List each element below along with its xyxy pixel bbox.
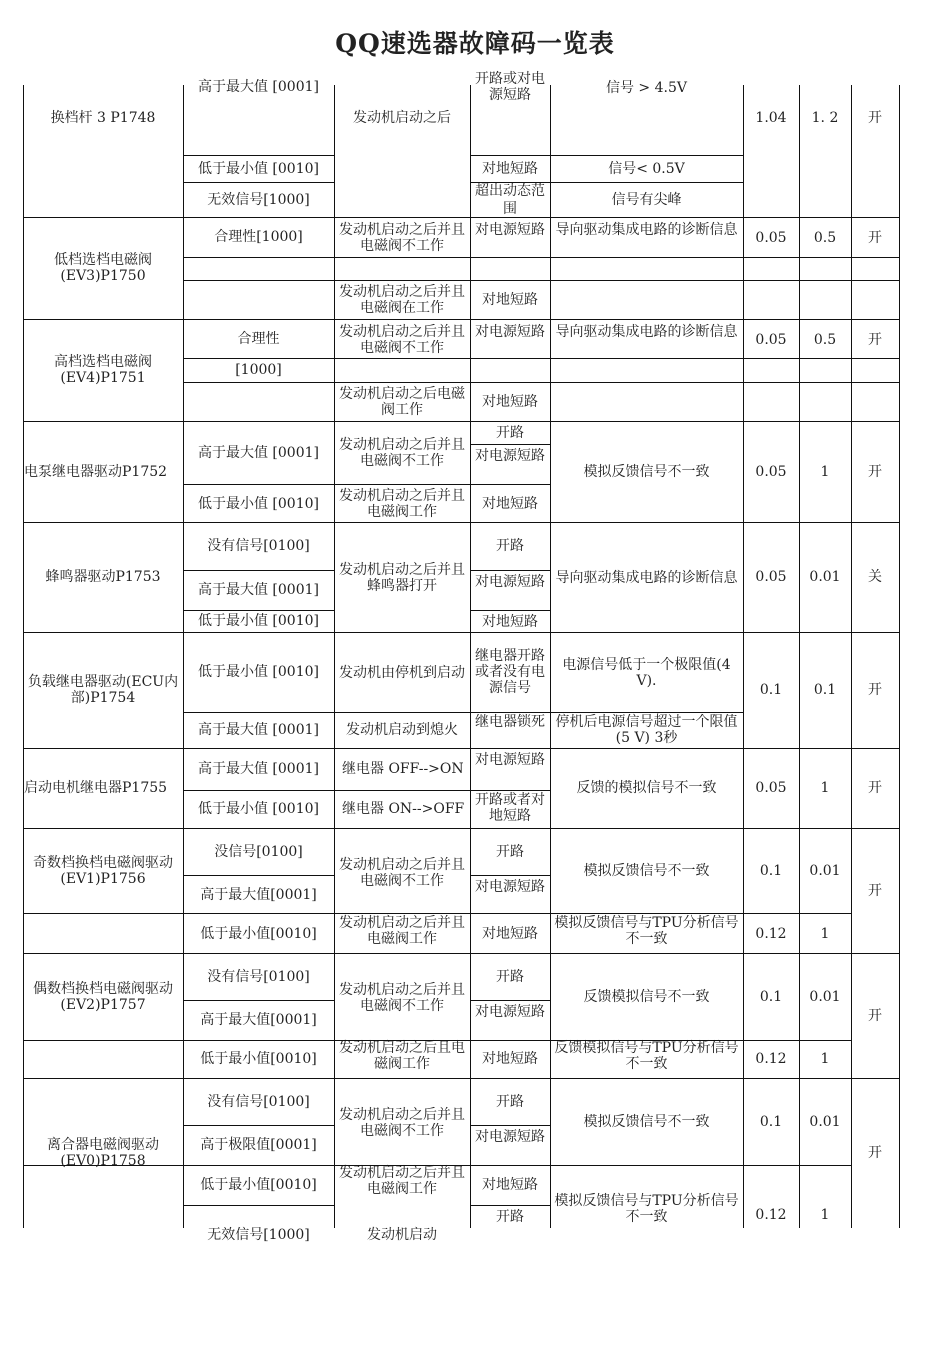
grid-line xyxy=(799,421,800,522)
state-cell: 开 xyxy=(868,463,882,480)
grid-line xyxy=(470,1000,550,1001)
grid-line xyxy=(183,790,550,791)
grid-line xyxy=(183,610,334,611)
grid-line xyxy=(799,319,800,421)
grid-line xyxy=(23,421,899,422)
grid-line xyxy=(23,85,24,1228)
condition-cell: 高于最大值 [0001] xyxy=(197,722,319,738)
condition-cell: 合理性[1000] xyxy=(214,229,303,245)
grid-line xyxy=(183,712,743,713)
condition-cell: 低于最小值 [0010] xyxy=(197,495,319,512)
grid-line xyxy=(743,1078,744,1228)
grid-line xyxy=(183,1078,184,1228)
condition-cell: 低于最小值[0010] xyxy=(200,1177,317,1193)
detection-cell: 信号< 0.5V xyxy=(608,160,685,177)
trigger-cell: 继电器 OFF-->ON xyxy=(342,761,464,777)
fault-type-cell: 开路 xyxy=(496,968,524,985)
grid-line xyxy=(183,319,184,421)
time-cell: 0.1 xyxy=(759,682,783,698)
state-cell: 开 xyxy=(868,230,882,246)
time-cell: 0.05 xyxy=(755,569,787,585)
grid-line xyxy=(799,85,800,217)
trigger-cell: 发动机启动之后并且电磁阀不工作 xyxy=(339,981,465,1014)
time-cell: 1.04 xyxy=(755,109,787,126)
block-name: 负载继电器驱动(ECU内部)P1754 xyxy=(27,674,179,706)
block-name: 高档选档电磁阀(EV4)P1751 xyxy=(54,354,152,386)
state-cell: 开 xyxy=(868,682,882,698)
grid-line xyxy=(334,632,335,748)
detection-cell: 信号 > 4.5V xyxy=(605,79,687,96)
grid-line xyxy=(334,217,335,319)
trigger-cell: 发动机启动之后并且电磁阀工作 xyxy=(339,915,465,947)
grid-line xyxy=(183,257,899,258)
block-name: 低档选档电磁阀(EV3)P1750 xyxy=(54,252,152,284)
trigger-cell: 发动机启动之后 xyxy=(353,109,451,126)
grid-line xyxy=(799,632,800,748)
grid-line xyxy=(743,85,744,217)
grid-line xyxy=(334,522,335,632)
state-cell: 开 xyxy=(868,332,882,348)
grid-line xyxy=(470,570,550,571)
time-cell: 0.01 xyxy=(809,569,841,585)
grid-line xyxy=(183,155,334,156)
condition-cell: 高于极限值[0001] xyxy=(200,1137,317,1153)
grid-line xyxy=(183,217,184,319)
grid-line xyxy=(851,85,852,217)
fault-type-cell: 对地短路 xyxy=(482,1051,538,1067)
grid-line xyxy=(470,875,550,876)
detection-cell: 导向驱动集成电路的诊断信息 xyxy=(555,324,738,340)
detection-cell: 反馈的模拟信号不一致 xyxy=(576,780,717,796)
grid-line xyxy=(851,217,852,319)
condition-cell: 高于最大值[0001] xyxy=(200,887,317,903)
block-name: 启动电机继电器P1755 xyxy=(24,780,168,796)
time-cell: 0.01 xyxy=(809,862,841,879)
grid-line xyxy=(23,1040,851,1041)
condition-cell: 高于最大值[0001] xyxy=(200,1012,317,1028)
trigger-cell: 发动机启动之后并且电磁阀工作 xyxy=(339,488,465,520)
grid-line xyxy=(470,1078,471,1228)
condition-cell: 无效信号[1000] xyxy=(207,191,310,208)
grid-line xyxy=(183,748,184,828)
time-cell: 0.05 xyxy=(755,463,787,480)
time-cell: 1 xyxy=(820,1051,830,1067)
grid-line xyxy=(743,421,744,522)
trigger-cell: 发动机由停机到启动 xyxy=(339,665,465,681)
state-cell: 开 xyxy=(868,882,882,899)
grid-line xyxy=(23,748,899,749)
grid-line xyxy=(334,421,335,522)
condition-cell: [1000] xyxy=(235,362,282,378)
fault-type-cell: 开路或对电源短路 xyxy=(475,71,545,103)
grid-line xyxy=(183,828,184,953)
grid-line xyxy=(334,748,335,828)
grid-line xyxy=(799,522,800,632)
fault-type-cell: 超出动态范围 xyxy=(475,183,545,217)
grid-line xyxy=(183,632,184,748)
grid-line xyxy=(470,444,550,445)
grid-line xyxy=(799,217,800,319)
grid-line xyxy=(23,632,899,633)
grid-line xyxy=(183,1000,334,1001)
fault-type-cell: 对地短路 xyxy=(482,160,538,177)
trigger-cell: 发动机启动 xyxy=(367,1227,437,1243)
time-cell: 0.05 xyxy=(755,230,787,246)
grid-line xyxy=(23,1078,899,1079)
time-cell: 0.1 xyxy=(813,682,837,698)
block-name: 电泵继电器驱动P1752 xyxy=(24,463,168,480)
grid-line xyxy=(23,953,899,954)
grid-line xyxy=(334,85,335,217)
grid-line xyxy=(550,953,551,1078)
condition-cell: 高于最大值 [0001] xyxy=(197,582,319,598)
grid-line xyxy=(470,828,471,953)
grid-line xyxy=(183,570,334,571)
time-cell: 0.1 xyxy=(759,988,783,1005)
grid-line xyxy=(23,913,851,914)
time-cell: 0.1 xyxy=(759,862,783,879)
grid-line xyxy=(550,632,551,748)
condition-cell: 没有信号[0100] xyxy=(207,538,310,554)
time-cell: 0.5 xyxy=(813,230,837,246)
detection-cell: 反馈模拟信号不一致 xyxy=(583,988,710,1005)
grid-line xyxy=(334,953,335,1078)
time-cell: 1. 2 xyxy=(811,109,839,126)
detection-cell: 信号有尖峰 xyxy=(611,191,682,208)
grid-line xyxy=(470,217,471,319)
grid-line xyxy=(550,828,551,953)
grid-line xyxy=(23,319,899,320)
grid-line xyxy=(23,828,899,829)
time-cell: 1 xyxy=(820,463,830,480)
grid-line xyxy=(23,217,899,218)
condition-cell: 低于最小值[0010] xyxy=(200,1051,317,1067)
grid-line xyxy=(23,522,899,523)
grid-line xyxy=(851,522,852,632)
fault-type-cell: 对地短路 xyxy=(482,496,538,512)
grid-line xyxy=(183,953,184,1078)
grid-line xyxy=(183,875,334,876)
condition-cell: 合理性 xyxy=(237,330,280,347)
fault-type-cell: 对电源短路 xyxy=(475,1004,545,1020)
time-cell: 0.12 xyxy=(755,1051,787,1067)
time-cell: 0.12 xyxy=(755,1207,787,1223)
grid-line xyxy=(334,1078,335,1228)
grid-line xyxy=(851,319,852,421)
grid-line xyxy=(550,85,551,217)
grid-line xyxy=(743,319,744,421)
grid-line xyxy=(470,421,471,522)
state-cell: 开 xyxy=(868,1145,882,1161)
detection-cell: 停机后电源信号超过一个限值(5 V) 3秒 xyxy=(555,714,738,746)
grid-line xyxy=(470,319,471,421)
grid-line xyxy=(334,828,335,953)
fault-type-cell: 开路 xyxy=(496,425,524,441)
block-name: 换档杆 3 P1748 xyxy=(50,109,156,126)
condition-cell: 高于最大值 [0001] xyxy=(197,79,319,95)
grid-line xyxy=(851,1078,852,1228)
trigger-cell: 发动机启动之后并且电磁阀在工作 xyxy=(339,284,465,316)
detection-cell: 模拟反馈信号与TPU分析信号不一致 xyxy=(554,1193,739,1225)
fault-type-cell: 继电器锁死 xyxy=(475,714,545,730)
block-name: 离合器电磁阀驱动(EV0)P1758 xyxy=(47,1137,159,1169)
trigger-cell: 发动机启动到熄火 xyxy=(346,722,458,738)
grid-line xyxy=(183,382,899,383)
grid-line xyxy=(550,522,551,632)
grid-line xyxy=(851,421,852,522)
time-cell: 0.5 xyxy=(813,332,837,348)
detection-cell: 导向驱动集成电路的诊断信息 xyxy=(555,222,738,238)
fault-type-cell: 对地短路 xyxy=(482,613,538,630)
fault-type-cell: 对电源短路 xyxy=(475,222,545,238)
grid-line xyxy=(799,748,800,828)
grid-line xyxy=(550,217,551,319)
time-cell: 1 xyxy=(820,780,830,796)
grid-line xyxy=(550,1078,551,1228)
trigger-cell: 发动机启动之后并且电磁阀不工作 xyxy=(339,324,465,356)
condition-cell: 没信号[0100] xyxy=(214,843,303,860)
grid-line xyxy=(799,1078,800,1228)
trigger-cell: 发动机启动之后并且电磁阀工作 xyxy=(339,1165,465,1197)
fault-type-cell: 对电源短路 xyxy=(475,448,545,464)
time-cell: 1 xyxy=(820,926,830,942)
grid-line xyxy=(470,522,471,632)
grid-line xyxy=(470,182,743,183)
trigger-cell: 发动机启动之后且电磁阀工作 xyxy=(339,1040,465,1072)
condition-cell: 高于最大值 [0001] xyxy=(197,444,319,461)
condition-cell: 低于最小值 [0010] xyxy=(197,664,319,680)
trigger-cell: 发动机启动之后电磁阀工作 xyxy=(339,386,465,418)
page-title: QQ速选器故障码一览表 xyxy=(335,29,615,58)
time-cell: 0.01 xyxy=(809,988,841,1005)
fault-type-cell: 对地短路 xyxy=(482,926,538,942)
grid-line xyxy=(183,421,184,522)
fault-type-cell: 开路或者对地短路 xyxy=(475,792,545,824)
condition-cell: 低于最小值 [0010] xyxy=(197,801,319,817)
grid-line xyxy=(183,182,334,183)
grid-line xyxy=(743,828,744,953)
grid-line xyxy=(183,1125,334,1126)
grid-line xyxy=(743,953,744,1078)
grid-line xyxy=(743,217,744,319)
state-cell: 关 xyxy=(868,569,882,585)
condition-cell: 低于最小值[0010] xyxy=(200,926,317,942)
block-name: 偶数档换档电磁阀驱动 (EV2)P1757 xyxy=(33,980,173,1013)
grid-line xyxy=(743,748,744,828)
detection-cell: 模拟反馈信号不一致 xyxy=(583,463,710,480)
grid-line xyxy=(550,319,551,421)
time-cell: 0.1 xyxy=(759,1113,783,1130)
grid-line xyxy=(851,953,852,1078)
grid-line xyxy=(470,632,471,748)
detection-cell: 电源信号低于一个极限值(4 V). xyxy=(562,657,731,689)
grid-line xyxy=(899,85,900,1228)
grid-line xyxy=(470,85,471,217)
fault-type-cell: 对地短路 xyxy=(482,394,538,410)
detection-cell: 导向驱动集成电路的诊断信息 xyxy=(555,570,738,586)
detection-cell: 模拟反馈信号不一致 xyxy=(583,862,710,879)
grid-line xyxy=(799,953,800,1078)
grid-line xyxy=(470,1125,550,1126)
time-cell: 0.12 xyxy=(755,926,787,942)
fault-type-cell: 开路 xyxy=(496,843,524,860)
grid-line xyxy=(851,632,852,748)
fault-type-cell: 继电器开路 或者没有电源信号 xyxy=(475,648,545,696)
condition-cell: 没有信号[0100] xyxy=(207,1093,310,1110)
grid-line xyxy=(470,748,471,828)
time-cell: 0.05 xyxy=(755,332,787,348)
fault-type-cell: 开路 xyxy=(496,1208,524,1225)
grid-line xyxy=(470,1205,550,1206)
condition-cell: 高于最大值 [0001] xyxy=(197,761,319,777)
fault-type-cell: 对电源短路 xyxy=(475,574,545,590)
trigger-cell: 发动机启动之后并且电磁阀不工作 xyxy=(339,1106,465,1139)
condition-cell: 无效信号[1000] xyxy=(207,1227,310,1243)
fault-type-cell: 对电源短路 xyxy=(475,324,545,340)
grid-line xyxy=(743,632,744,748)
grid-line xyxy=(183,358,899,359)
fault-type-cell: 对电源短路 xyxy=(475,752,545,768)
state-cell: 开 xyxy=(868,1007,882,1024)
trigger-cell: 继电器 ON-->OFF xyxy=(342,801,465,817)
grid-line xyxy=(743,522,744,632)
condition-cell: 低于最小值 [0010] xyxy=(197,613,319,629)
grid-line xyxy=(550,421,551,522)
trigger-cell: 发动机启动之后并且电磁阀不工作 xyxy=(339,856,465,889)
fault-type-cell: 开路 xyxy=(496,538,524,554)
trigger-cell: 发动机启动之后并且电磁阀不工作 xyxy=(339,437,465,469)
state-cell: 开 xyxy=(868,109,882,126)
time-cell: 1 xyxy=(820,1207,830,1223)
grid-line xyxy=(851,828,852,953)
grid-line xyxy=(23,1165,851,1166)
condition-cell: 没有信号[0100] xyxy=(207,968,310,985)
grid-line xyxy=(183,484,550,485)
fault-type-cell: 对地短路 xyxy=(482,292,538,308)
detection-cell: 反馈模拟信号与TPU分析信号不一致 xyxy=(554,1040,739,1072)
fault-type-cell: 对地短路 xyxy=(482,1177,538,1193)
block-name: 蜂鸣器驱动P1753 xyxy=(45,569,161,585)
state-cell: 开 xyxy=(868,780,882,796)
trigger-cell: 发动机启动之后并且蜂鸣器打开 xyxy=(339,562,465,594)
time-cell: 0.01 xyxy=(809,1113,841,1130)
fault-type-cell: 对电源短路 xyxy=(475,1129,545,1145)
grid-line xyxy=(470,610,550,611)
grid-line xyxy=(183,522,184,632)
time-cell: 0.05 xyxy=(755,780,787,796)
condition-cell: 低于最小值 [0010] xyxy=(197,160,319,177)
grid-line xyxy=(183,85,184,217)
grid-line xyxy=(470,953,471,1078)
grid-line xyxy=(470,155,743,156)
grid-line xyxy=(183,1205,334,1206)
block-name: 奇数档换档电磁阀驱动 (EV1)P1756 xyxy=(33,854,173,887)
grid-line xyxy=(851,748,852,828)
fault-type-cell: 对电源短路 xyxy=(475,879,545,895)
detection-cell: 模拟反馈信号与TPU分析信号不一致 xyxy=(554,915,739,947)
grid-line xyxy=(334,319,335,421)
trigger-cell: 发动机启动之后并且电磁阀不工作 xyxy=(339,222,465,254)
grid-line xyxy=(550,748,551,828)
grid-line xyxy=(183,280,899,281)
grid-line xyxy=(799,828,800,953)
fault-type-cell: 开路 xyxy=(496,1093,524,1110)
detection-cell: 模拟反馈信号不一致 xyxy=(583,1113,710,1130)
